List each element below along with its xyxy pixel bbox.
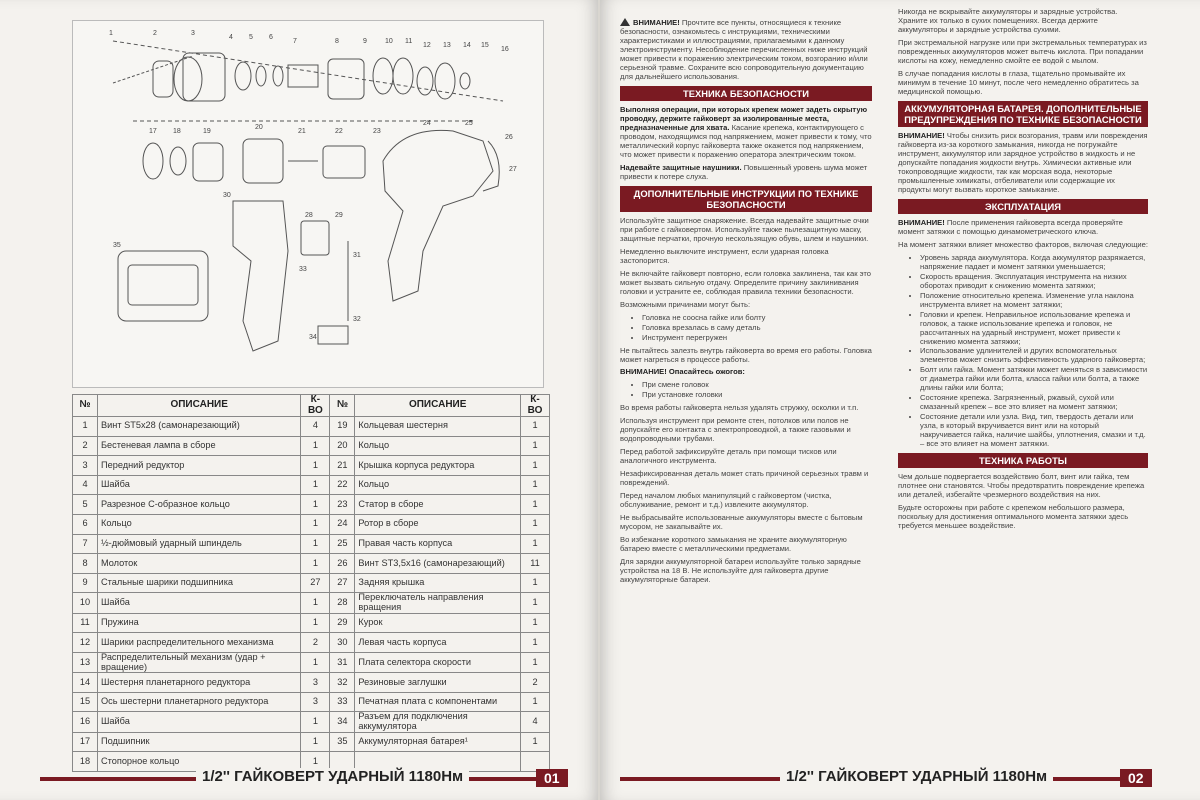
part-qty: 1 (521, 573, 550, 593)
col-desc: ОПИСАНИЕ (98, 395, 301, 417)
part-description: Винт ST3,5x16 (самонарезающий) (355, 554, 521, 574)
list-item: • Головка врезалась в саму деталь (642, 324, 872, 333)
callout-7: 7 (293, 38, 297, 45)
part-description: Шарики распределительного механизма (98, 633, 301, 653)
col-desc: ОПИСАНИЕ (355, 395, 521, 417)
callout-12: 12 (423, 42, 431, 49)
part-description: Стальные шарики подшипника (98, 573, 301, 593)
paragraph: Для зарядки аккумуляторной батареи используйте только зарядные устройства на 18 В. Не используйте для гайковерта другие аккумуляторные батареи. (620, 556, 861, 584)
part-number: 24 (330, 514, 355, 534)
table-row (73, 652, 550, 672)
part-number: 29 (330, 613, 355, 633)
table-row (73, 673, 550, 693)
part-qty: 1 (521, 633, 550, 653)
col-num: № (73, 395, 98, 417)
part-description: Винт ST5x28 (самонарезающий) (98, 417, 301, 437)
part-number: 18 (73, 752, 98, 772)
part-qty: 1 (521, 495, 550, 515)
list-item: • Состояние детали или узла. Вид, тип, твердость детали или узла, в который вкручивается винт или на который накручивается гайка, наличие шайбы, уплотнения, смазки и т.д. – все это влияет на момент затяжки. (920, 413, 1148, 449)
part-description: Статор в сборе (355, 495, 521, 515)
table-row (73, 475, 550, 495)
table-row (73, 554, 550, 574)
burns-list (620, 381, 872, 400)
part-description: Шестерня планетарного редуктора (98, 673, 301, 693)
part-description: Резиновые заглушки (355, 673, 521, 693)
part-qty: 4 (301, 417, 330, 437)
callout-26: 26 (505, 134, 513, 141)
footer-left (0, 768, 598, 790)
part-number: 8 (73, 554, 98, 574)
callout-34: 34 (309, 334, 317, 341)
section-header-additional: ДОПОЛНИТЕЛЬНЫЕ ИНСТРУКЦИИ ПО ТЕХНИКЕ БЕЗОПАСНОСТИ (620, 186, 872, 213)
paragraph: Не выбрасывайте использованные аккумуляторы вместе с бытовым мусором, не закапывайте их. (620, 512, 863, 531)
part-number: 5 (73, 495, 98, 515)
exploded-view-diagram (72, 20, 544, 388)
part-qty: 1 (521, 436, 550, 456)
part-description: Ротор в сборе (355, 514, 521, 534)
part-number: 11 (73, 613, 98, 633)
callout-33: 33 (299, 266, 307, 273)
part-description: Пружина (98, 613, 301, 633)
paragraph: В случае попадания кислоты в глаза, тщательно промывайте их минимум в течение 10 минут, после чего немедленно обратитесь за медицинской помощью. (898, 68, 1139, 96)
page-number: 02 (1120, 769, 1152, 787)
callout-16: 16 (501, 46, 509, 53)
section-header-battery: АККУМУЛЯТОРНАЯ БАТАРЕЯ. ДОПОЛНИТЕЛЬНЫЕ ПРЕДУПРЕЖДЕНИЯ ПО ТЕХНИКЕ БЕЗОПАСНОСТИ (898, 101, 1148, 128)
part-description: Курок (355, 613, 521, 633)
part-description: Шайба (98, 593, 301, 613)
callout-24: 24 (423, 120, 431, 127)
paragraph: Выполняя операции, при которых крепеж может задеть скрытую проводку, держите гайковерт за изолированные места, предназначенные для хвата. Касание крепежа, контактирующего с проводом, находящимся под напряжением, может привести к тому, что металлический корпус гайковерта также окажется под напряжением, что может привести к поражению оператора электрическим током. (620, 104, 872, 159)
part-description: Кольцевая шестерня (355, 417, 521, 437)
part-qty: 1 (521, 534, 550, 554)
table-row (73, 534, 550, 554)
callout-11: 11 (405, 38, 413, 45)
part-qty: 1 (301, 514, 330, 534)
parts-table-body (73, 417, 550, 772)
part-description: Аккумуляторная батарея¹ (355, 732, 521, 752)
part-number: 9 (73, 573, 98, 593)
table-row (73, 732, 550, 752)
parts-table (72, 394, 550, 772)
part-number: 26 (330, 554, 355, 574)
list-item: • Инструмент перегружен (642, 334, 872, 343)
part-qty: 1 (301, 752, 330, 772)
section-header-technique: ТЕХНИКА РАБОТЫ (898, 453, 1148, 468)
section-header-safety: ТЕХНИКА БЕЗОПАСНОСТИ (620, 86, 872, 101)
text-column-2 (898, 8, 1148, 535)
paragraph: Немедленно выключите инструмент, если ударная головка застопорится. (620, 247, 829, 265)
part-number: 15 (73, 692, 98, 712)
paragraph: Незафиксированная деталь может стать причиной серьезных травм и повреждений. (620, 469, 869, 488)
page-left (0, 0, 598, 800)
part-description: Бестеневая лампа в сборе (98, 436, 301, 456)
part-qty: 1 (301, 436, 330, 456)
callout-6: 6 (269, 34, 273, 41)
paragraph: Будьте осторожны при работе с крепежом небольшого размера, поскольку для достижения оптимального момента затяжки здесь требуется меньшее воздействие. (898, 503, 1129, 531)
callout-25: 25 (465, 120, 473, 127)
callout-14: 14 (463, 42, 471, 49)
part-description: Подшипник (98, 732, 301, 752)
page-number: 01 (536, 769, 568, 787)
section-header-operation: ЭКСПЛУАТАЦИЯ (898, 199, 1148, 214)
callout-23: 23 (373, 128, 381, 135)
part-qty: 1 (301, 554, 330, 574)
part-qty: 3 (301, 673, 330, 693)
callout-15: 15 (481, 42, 489, 49)
paragraph: На момент затяжки влияет множество факторов, включая следующие: (898, 240, 1149, 249)
list-item: • При смене головок (642, 381, 872, 390)
table-row (73, 456, 550, 476)
part-description: Разрезное С-образное кольцо (98, 495, 301, 515)
callout-22: 22 (335, 128, 343, 135)
paragraph: Перед началом любых манипуляций с гайковертом (чистка, обслуживание, ремонт и т.д.) извлеките аккумулятор. (620, 490, 832, 509)
part-number: 3 (73, 456, 98, 476)
list-item: • Скорость вращения. Эксплуатация инструмента на низких оборотах приводит к снижению момента затяжки; (920, 273, 1148, 291)
footer-right (600, 768, 1200, 790)
list-item: • Болт или гайка. Момент затяжки может меняться в зависимости от диаметра гайки или болта, класса гайки или болта, а также длины гайки или болта; (920, 366, 1148, 393)
part-qty: 1 (521, 456, 550, 476)
torque-factors-list (898, 254, 1148, 449)
part-number: 28 (330, 593, 355, 613)
col-qty: К-ВО (301, 395, 330, 417)
part-qty: 1 (521, 417, 550, 437)
part-description: Задняя крышка (355, 573, 521, 593)
part-number: 16 (73, 712, 98, 732)
part-number: 14 (73, 673, 98, 693)
part-number: 17 (73, 732, 98, 752)
part-description: Стопорное кольцо (98, 752, 301, 772)
part-number: 20 (330, 436, 355, 456)
part-description: Печатная плата с компонентами (355, 692, 521, 712)
part-number: 34 (330, 712, 355, 732)
part-qty: 1 (521, 514, 550, 534)
part-description: Левая часть корпуса (355, 633, 521, 653)
part-number: 7 (73, 534, 98, 554)
part-qty: 27 (301, 573, 330, 593)
part-description: Распределительный механизм (удар + вращение) (98, 652, 301, 672)
part-qty: 1 (301, 534, 330, 554)
paragraph: Во время работы гайковерта нельзя удалять стружку, осколки и т.п. (620, 403, 859, 413)
part-qty: 3 (301, 692, 330, 712)
table-row (73, 633, 550, 653)
paragraph: ВНИМАНИЕ! Опасайтесь ожогов: (620, 367, 745, 377)
callout-3: 3 (191, 30, 195, 37)
part-number: 23 (330, 495, 355, 515)
part-qty: 1 (521, 652, 550, 672)
callout-20: 20 (255, 124, 263, 131)
paragraph: Возможными причинами могут быть: (620, 299, 751, 309)
paragraph: Во избежание короткого замыкания не храните аккумуляторную батарею вместе с металлическими предметами. (620, 534, 847, 553)
callout-21: 21 (298, 128, 306, 135)
part-description: Разъем для подключения аккумулятора (355, 712, 521, 732)
part-qty: 2 (521, 673, 550, 693)
causes-list (620, 314, 872, 343)
part-description: Переключатель направления вращения (355, 593, 521, 613)
parts-table-header (73, 395, 550, 417)
list-item: • Головка не соосна гайке или болту (642, 314, 872, 323)
part-number: 21 (330, 456, 355, 476)
table-row (73, 692, 550, 712)
part-number: 13 (73, 652, 98, 672)
paragraph: Не включайте гайковерт повторно, если головка заклинена, так как это может вызвать сильную отдачу. Определите причину заклинивания головки и устраните ее, соблюдая правила техники безопасности. (620, 268, 871, 296)
warning-icon (620, 18, 630, 26)
callout-13: 13 (443, 42, 451, 49)
paragraph: Надевайте защитные наушники. Повышенный уровень шума может привести к потере слуха. (620, 162, 868, 181)
col-qty: К-ВО (521, 395, 550, 417)
part-number: 12 (73, 633, 98, 653)
part-description: Передний редуктор (98, 456, 301, 476)
callout-30: 30 (223, 192, 231, 199)
col-num: № (330, 395, 355, 417)
part-description: Шайба (98, 475, 301, 495)
part-qty: 4 (521, 712, 550, 732)
part-number: 22 (330, 475, 355, 495)
paragraph: Используйте защитное снаряжение. Всегда надевайте защитные очки при работе с гайковертом. Используйте также пылезащитную маску, защитные перчатки, прочную нескользящую обувь, шлем и наушники. (620, 216, 869, 244)
part-qty: 1 (301, 712, 330, 732)
callout-35: 35 (113, 242, 121, 249)
footer-title: 1/2'' ГАЙКОВЕРТ УДАРНЫЙ 1180Нм (780, 768, 1053, 785)
callout-18: 18 (173, 128, 181, 135)
callout-9: 9 (363, 38, 367, 45)
exploded-view-drawing (73, 21, 543, 387)
part-description: Кольцо (355, 475, 521, 495)
part-description: Ось шестерни планетарного редуктора (98, 692, 301, 712)
part-qty: 1 (301, 495, 330, 515)
callout-8: 8 (335, 38, 339, 45)
part-qty: 1 (301, 613, 330, 633)
table-row (73, 573, 550, 593)
list-item: • Положение относительно крепежа. Изменение угла наклона инструмента влияет на момент затяжки; (920, 292, 1148, 310)
table-row (73, 514, 550, 534)
part-number: 25 (330, 534, 355, 554)
paragraph: ВНИМАНИЕ! После применения гайковерта всегда проверяйте момент затяжки с помощью динамометрического ключа. (898, 218, 1123, 237)
list-item: • Использование удлинителей и других вспомогательных элементов может снизить эффективность ударного гайковерта; (920, 347, 1148, 365)
footer-title: 1/2'' ГАЙКОВЕРТ УДАРНЫЙ 1180Нм (196, 768, 469, 785)
paragraph: Чем дольше подвергается воздействию болт, винт или гайка, тем плотнее они становятся. Чтобы предотвратить повреждение крепежа или деталей, избегайте чрезмерного воздействия на них. (898, 472, 1145, 500)
table-row (73, 593, 550, 613)
part-description: Крышка корпуса редуктора (355, 456, 521, 476)
callout-4: 4 (229, 34, 233, 41)
part-number: 33 (330, 692, 355, 712)
part-description: Правая часть корпуса (355, 534, 521, 554)
list-item: • Состояние крепежа. Загрязненный, ржавый, сухой или смазанный крепеж – все это влияет на момент затяжки; (920, 394, 1148, 412)
part-description: Кольцо (98, 514, 301, 534)
part-qty: 1 (521, 732, 550, 752)
part-description: Плата селектора скорости (355, 652, 521, 672)
part-description: Молоток (98, 554, 301, 574)
list-item: • Головки и крепеж. Неправильное использование крепежа и головок, а также использование крепежа и головок, не рассчитанных на ударный инструмент, может привести к снижению момента затяжки; (920, 311, 1148, 347)
paragraph: Не пытайтесь залезть внутрь гайковерта во время его работы. Головка может нагреться в процессе работы. (620, 345, 872, 364)
callout-10: 10 (385, 38, 393, 45)
part-qty: 1 (521, 692, 550, 712)
part-number: 6 (73, 514, 98, 534)
paragraph: ВНИМАНИЕ! Чтобы снизить риск возгорания, травм или повреждения гайковерта из-за короткого замыкания, никогда не погружайте инструмент, аккумулятор или зарядное устройство в жидкость и не допускайте попадания жидкости внутрь. Химически активные или токопроводящие жидкости, так как морская вода, некоторые промышленные химикаты, отбеливатели или содержащие их продукты могут вызвать короткое замыкание. (898, 131, 1148, 194)
callout-27: 27 (509, 166, 517, 173)
part-description: Кольцо (355, 436, 521, 456)
table-row (73, 495, 550, 515)
intro-paragraph: ВНИМАНИЕ! Прочтите все пункты, относящиеся к технике безопасности, ознакомьтесь с инструкциями, техническими характеристиками и иллюстрациями, прилагаемыми к данному электроинструменту. Несоблюдение перечисленных ниже инструкций может привести к поражению электрическим током, возгоранию и/или серьезной травме. Сохраните всю сопроводительную документацию для дальнейшего использования. (620, 18, 868, 81)
part-number: 19 (330, 417, 355, 437)
part-qty: 1 (301, 456, 330, 476)
text-column-1 (620, 18, 872, 589)
part-qty: 2 (301, 633, 330, 653)
part-number: 32 (330, 673, 355, 693)
paragraph: При экстремальной нагрузке или при экстремальных температурах из поврежденных аккумуляторов может вытечь кислота. При попадании кислоты на кожу, немедленно смойте ее водой с мылом. (898, 37, 1147, 65)
callout-31: 31 (353, 252, 361, 259)
callout-29: 29 (335, 212, 343, 219)
part-qty: 1 (301, 475, 330, 495)
callout-5: 5 (249, 34, 253, 41)
list-item: • При установке головки (642, 391, 872, 400)
callout-17: 17 (149, 128, 157, 135)
part-qty: 1 (521, 613, 550, 633)
part-number: 2 (73, 436, 98, 456)
part-qty: 1 (301, 732, 330, 752)
table-row (73, 712, 550, 732)
part-description: Шайба (98, 712, 301, 732)
part-qty: 1 (521, 475, 550, 495)
part-description: ½-дюймовый ударный шпиндель (98, 534, 301, 554)
part-number: 10 (73, 593, 98, 613)
list-item: • Уровень заряда аккумулятора. Когда аккумулятор разряжается, напряжение падает и момент затяжки уменьшается; (920, 254, 1148, 272)
part-number: 4 (73, 475, 98, 495)
part-number: 1 (73, 417, 98, 437)
part-qty: 1 (301, 652, 330, 672)
table-row (73, 436, 550, 456)
callout-28: 28 (305, 212, 313, 219)
table-row (73, 613, 550, 633)
paragraph: Используя инструмент при ремонте стен, потолков или полов не допускайте его контакта с электропроводкой, а также газовыми и водопроводными трубами. (620, 416, 851, 444)
callout-32: 32 (353, 316, 361, 323)
paragraph: Перед работой зафиксируйте деталь при помощи тисков или аналогичного инструмента. (620, 447, 837, 466)
table-row (73, 417, 550, 437)
part-number: 35 (330, 732, 355, 752)
part-qty: 1 (301, 593, 330, 613)
paragraph: Никогда не вскрывайте аккумуляторы и зарядные устройства. Храните их только в сухих помещениях. Всегда держите аккумуляторы и зарядные устройства сухими. (898, 7, 1118, 34)
part-qty: 1 (521, 593, 550, 613)
part-number: 31 (330, 652, 355, 672)
part-number: 30 (330, 633, 355, 653)
callout-2: 2 (153, 30, 157, 37)
part-qty: 11 (521, 554, 550, 574)
page-right (600, 0, 1200, 800)
callout-19: 19 (203, 128, 211, 135)
part-number: 27 (330, 573, 355, 593)
callout-1: 1 (109, 30, 113, 37)
